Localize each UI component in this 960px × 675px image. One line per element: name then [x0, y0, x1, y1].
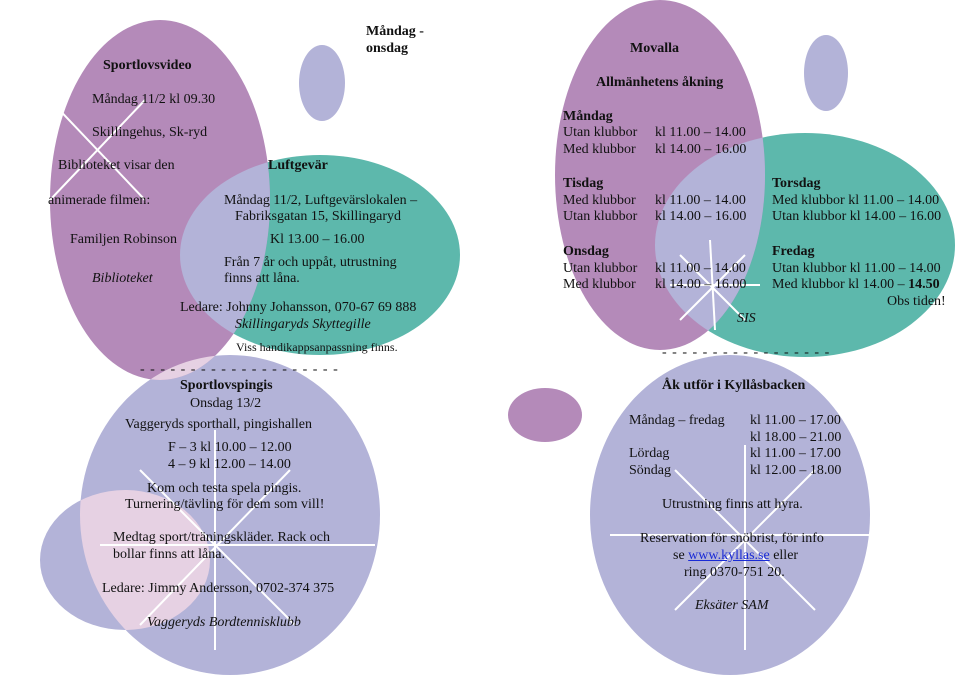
movalla-org: SIS [737, 311, 756, 326]
kyllas-title: Åk utför i Kyllåsbacken [662, 378, 806, 393]
airgun-line1: Måndag 11/2, Luftgevärslokalen – [224, 193, 418, 208]
airgun-leader: Ledare: Johnny Johansson, 070-67 69 888 [180, 300, 417, 315]
tuesday-row2-label: Utan klubbor [563, 209, 638, 224]
tuesday-row1-time: kl 11.00 – 14.00 [655, 193, 746, 208]
pingis-date: Onsdag 13/2 [190, 396, 262, 411]
pingis-invite2: Turnering/tävling för dem som vill! [125, 497, 325, 512]
right-small-ellipse [804, 35, 848, 111]
monday-wednesday-heading: Måndag - [366, 24, 424, 39]
monday-row1-time: kl 11.00 – 14.00 [655, 125, 746, 140]
wednesday-row1-time: kl 11.00 – 14.00 [655, 261, 746, 276]
thursday-row1: Med klubbor kl 11.00 – 14.00 [772, 193, 940, 208]
friday-row1: Utan klubbor kl 11.00 – 14.00 [772, 261, 941, 276]
thursday-row2: Utan klubbor kl 14.00 – 16.00 [772, 209, 942, 224]
kyllas-equipment: Utrustning finns att hyra. [662, 497, 803, 512]
kyllas-phone: ring 0370-751 20. [684, 565, 785, 580]
video-title: Sportlovsvideo [103, 58, 192, 73]
pingis-club: Vaggeryds Bordtennisklubb [147, 615, 301, 630]
right-lavender-ellipse [590, 355, 870, 675]
video-film: Familjen Robinson [70, 232, 177, 247]
video-place: Skillingehus, Sk-ryd [92, 125, 208, 140]
thursday-day: Torsdag [772, 176, 821, 191]
pingis-leader: Ledare: Jimmy Andersson, 0702-374 375 [102, 581, 335, 596]
wednesday-row2-time: kl 14.00 – 16.00 [655, 277, 747, 292]
airgun-line2: Fabriksgatan 15, Skillingaryd [235, 209, 402, 224]
kyllas-reservation2 [673, 548, 798, 564]
kyllas-day-0: Måndag – fredag [629, 413, 725, 428]
right-divider: - - - - - - - - - - - - - - - - - [662, 345, 831, 360]
kyllas-time-1: kl 18.00 – 21.00 [750, 430, 842, 445]
monday-wednesday-heading-2: onsdag [366, 41, 409, 56]
airgun-club: Skillingaryds Skyttegille [235, 317, 371, 332]
pingis-invite1: Kom och testa spela pingis. [147, 481, 302, 496]
wednesday-row1-label: Utan klubbor [563, 261, 638, 276]
tuesday-row2-time: kl 14.00 – 16.00 [655, 209, 747, 224]
kyllas-time-3: kl 12.00 – 18.00 [750, 463, 842, 478]
kyllas-org: Eksäter SAM [695, 598, 769, 613]
kyllas-website-link[interactable]: www.kyllas.se [688, 548, 770, 563]
wednesday-row2-label: Med klubbor [563, 277, 636, 292]
pingis-title: Sportlovspingis [180, 378, 273, 393]
pingis-group2: 4 – 9 kl 12.00 – 14.00 [168, 457, 291, 472]
movalla-title: Movalla [630, 41, 679, 56]
airgun-age2: finns att låna. [224, 271, 300, 286]
kyllas-day-3: Söndag [629, 463, 671, 478]
kyllas-reservation1: Reservation för snöbrist, för info [640, 531, 824, 546]
monday-row2-time: kl 14.00 – 16.00 [655, 142, 747, 157]
movalla-subtitle: Allmänhetens åkning [596, 75, 724, 90]
kyllas-reservation2-prefix: se [673, 548, 689, 563]
left-small-ellipse [299, 45, 345, 121]
friday-day: Fredag [772, 244, 815, 259]
video-line2: animerade filmen: [48, 193, 151, 208]
video-org: Biblioteket [92, 271, 153, 286]
tuesday-day: Tisdag [563, 176, 604, 191]
video-date: Måndag 11/2 kl 09.30 [92, 92, 216, 107]
monday-row2-label: Med klubbor [563, 142, 636, 157]
right-left-ellipse [508, 388, 582, 442]
friday-note: Obs tiden! [887, 294, 946, 309]
pingis-group1: F – 3 kl 10.00 – 12.00 [168, 440, 292, 455]
airgun-title: Luftgevär [268, 158, 328, 173]
kyllas-time-2: kl 11.00 – 17.00 [750, 446, 841, 461]
pingis-place: Vaggeryds sporthall, pingishallen [125, 417, 313, 432]
kyllas-day-2: Lördag [629, 446, 670, 461]
monday-day: Måndag [563, 109, 613, 124]
airgun-access: Viss handikappsanpassning finns. [236, 340, 398, 354]
video-line1: Biblioteket visar den [58, 158, 175, 173]
tuesday-row1-label: Med klubbor [563, 193, 636, 208]
kyllas-time-0: kl 11.00 – 17.00 [750, 413, 841, 428]
friday-row2-prefix: Med klubbor kl 14.00 – [772, 277, 909, 292]
pingis-bring2: bollar finns att låna. [113, 547, 225, 562]
wednesday-day: Onsdag [563, 244, 609, 259]
left-divider: - - - - - - - - - - - - - - - - - - - - [140, 362, 339, 377]
friday-row2 [772, 277, 940, 293]
airgun-time: Kl 13.00 – 16.00 [270, 232, 365, 247]
friday-row2-bold: 14.50 [908, 277, 940, 292]
airgun-age1: Från 7 år och uppåt, utrustning [224, 255, 397, 270]
pingis-bring1: Medtag sport/träningskläder. Rack och [113, 530, 330, 545]
monday-row1-label: Utan klubbor [563, 125, 638, 140]
kyllas-reservation2-suffix: eller [769, 548, 799, 563]
